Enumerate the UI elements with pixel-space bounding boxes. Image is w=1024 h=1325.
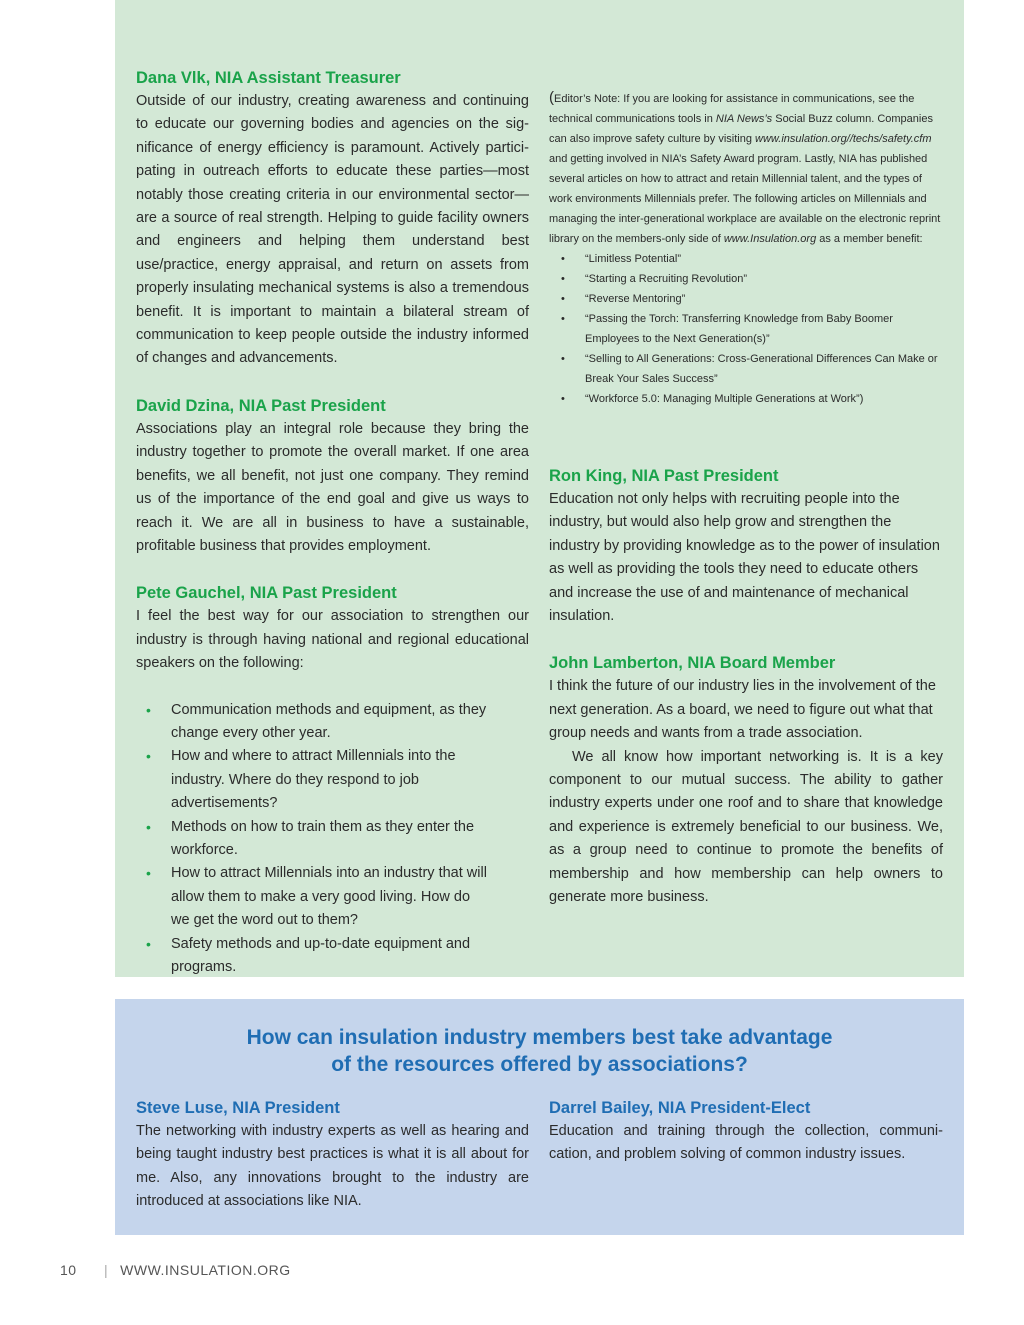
quote-text: Associations play an integral role because they bring the industry together to promote the overall market. If one area benefits, we all benefit, not just one company. They remind us of the importance of the end goal and give us ways to reach it. We are all in business to have a sustainable, profitable business that provides employment. [136, 420, 529, 554]
quote-text: Education and training through the collection, communication, and problem solving of common industry issues. [549, 1123, 943, 1163]
bullet-icon: • [561, 273, 565, 285]
quote-david-dzina [136, 394, 529, 558]
speaker-heading: Ron King, NIA Past President [549, 467, 779, 485]
speaker-heading: Darrel Bailey, NIA President-Elect [549, 1099, 811, 1117]
quote-text: Outside of our industry, creating awareness and continuing to educate our governing bodies and agencies on the significance of energy efficiency is paramount. Actively participating in outreach efforts to educate these parties—most notably those creating criteria in our environmental sector—are a source of real strength. Helping to guide facility owners and engineers and helping them understand best use/practice, energy appraisal, and return on assets from properly insulating mechanical systems is also a tremendous benefit. It is important to maintain a bilateral stream of communication to keep people outside the industry informed of changes and advancements. [136, 93, 529, 367]
bullet-icon: • [561, 293, 565, 305]
list-item: • How and where to attract Millennials into the industry. Where do they respond to job advertisements? [136, 745, 491, 815]
members-link: www.Insulation.org [723, 233, 817, 245]
quote-text: We all know how important networking is. It is a key component to our mutual success. The ability to gather industry experts under one roof and to share that knowledge and experience is extremely beneficial to our business. We, as a group need to continue to promote the benefits of membership and how membership can help owners to generate more business. [549, 748, 943, 906]
list-item: • “Reverse Mentoring” [549, 289, 943, 309]
article-list [549, 249, 943, 409]
page-footer [60, 1262, 291, 1278]
page-number: 10 [60, 1262, 77, 1278]
editors-note: (Editor’s Note: If you are looking for assistance in communications, see the technical communications tools in NIA News’s Social Buzz column. Companies can also improve safety culture by visiting www.insulation.org//techs/safety.cfm and getting involved in NIA’s Safety Award program. Lastly, NIA has published several articles on how to attract and retain Millennial talent, and the types of work environments Millennials prefer. The following articles on Millennials and managing the inter-generational workplace are available on the electronic reprint library on the members-only side of www.Insulation.org as a member benefit: • “Limitless Potential” • “Starting a Recruiting Revolution” • “Reverse Mentoring” • “Passing the Torch: Transferring Knowledge from Baby Boomer Employees to the Next Generation(s)” • “Selling to All Generations: Cross-Generational Differences Can Make or Break Your Sales Success” • “Workforce 5.0: Managing Multiple Generations at Work”) [549, 88, 943, 409]
quote-text: The networking with industry experts as well as hearing and being taught industry best practices is what it is all about for me. Also, any innovations brought to the industry are introduced at associations like NIA. [136, 1123, 529, 1210]
list-item: • Communication methods and equipment, as they change every other year. [136, 699, 491, 746]
green-left-column [136, 66, 529, 979]
topic-bullet-list [136, 699, 491, 980]
bullet-icon: • [146, 748, 151, 765]
bullet-icon: • [146, 935, 151, 952]
quote-darrel-bailey [549, 1096, 943, 1167]
bullet-icon: • [561, 353, 565, 365]
list-item: • “Selling to All Generations: Cross-Generational Differences Can Make or Break Your Sales Success” [549, 349, 943, 389]
list-item: • How to attract Millennials into an industry that will allow them to make a very good living. How do we get the word out to them? [136, 862, 491, 932]
blue-section-title: How can insulation industry members best take advantage of the resources offered by associations? [246, 1026, 833, 1076]
quote-pete-gauchel [136, 581, 529, 979]
speaker-heading: David Dzina, NIA Past President [136, 396, 386, 415]
quote-john-lamberton [549, 651, 943, 909]
list-item: • “Workforce 5.0: Managing Multiple Generations at Work”) [549, 389, 943, 409]
bullet-icon: • [561, 393, 565, 405]
quote-dana-vlk [136, 66, 529, 371]
green-right-column [549, 88, 943, 409]
speaker-heading: John Lamberton, NIA Board Member [549, 654, 836, 673]
bullet-icon: • [561, 253, 565, 265]
quote-text: I think the future of our industry lies in the involvement of the next generation. As a board, we need to figure out what that group needs and wants from a trade association. [549, 678, 936, 742]
speaker-heading: Dana Vlk, NIA Assistant Treasurer [136, 69, 401, 87]
bullet-icon: • [146, 818, 151, 835]
speaker-heading: Steve Luse, NIA President [136, 1099, 340, 1117]
footer-separator: | [104, 1262, 109, 1278]
list-item: • “Passing the Torch: Transferring Knowledge from Baby Boomer Employees to the Next Generation(s)” [549, 309, 943, 349]
quote-text: I feel the best way for our association to strengthen our industry is through having national and regional educational speakers on the following: [136, 608, 529, 672]
list-item: • “Limitless Potential” [549, 249, 943, 269]
speaker-heading: Pete Gauchel, NIA Past President [136, 584, 397, 603]
list-item: • Methods on how to train them as they enter the workforce. [136, 816, 491, 863]
safety-link: www.insulation.org//techs/safety.cfm [755, 133, 932, 145]
green-right-column-lower [549, 464, 943, 910]
list-item: • “Starting a Recruiting Revolution” [549, 269, 943, 289]
bullet-icon: • [146, 701, 151, 718]
website-url: WWW.INSULATION.ORG [120, 1262, 291, 1278]
quote-text: Education not only helps with recruiting people into the industry, but would also help grow and strengthen the industry by providing knowledge as to the power of insulation as well as providing the tools they need to educate others and increase the use of and maintenance of mechanical insulation. [549, 491, 940, 625]
quote-steve-luse [136, 1096, 529, 1214]
bullet-icon: • [561, 313, 565, 325]
list-item: • Safety methods and up-to-date equipment and programs. [136, 933, 491, 980]
bullet-icon: • [146, 865, 151, 882]
quote-ron-king [549, 464, 943, 628]
